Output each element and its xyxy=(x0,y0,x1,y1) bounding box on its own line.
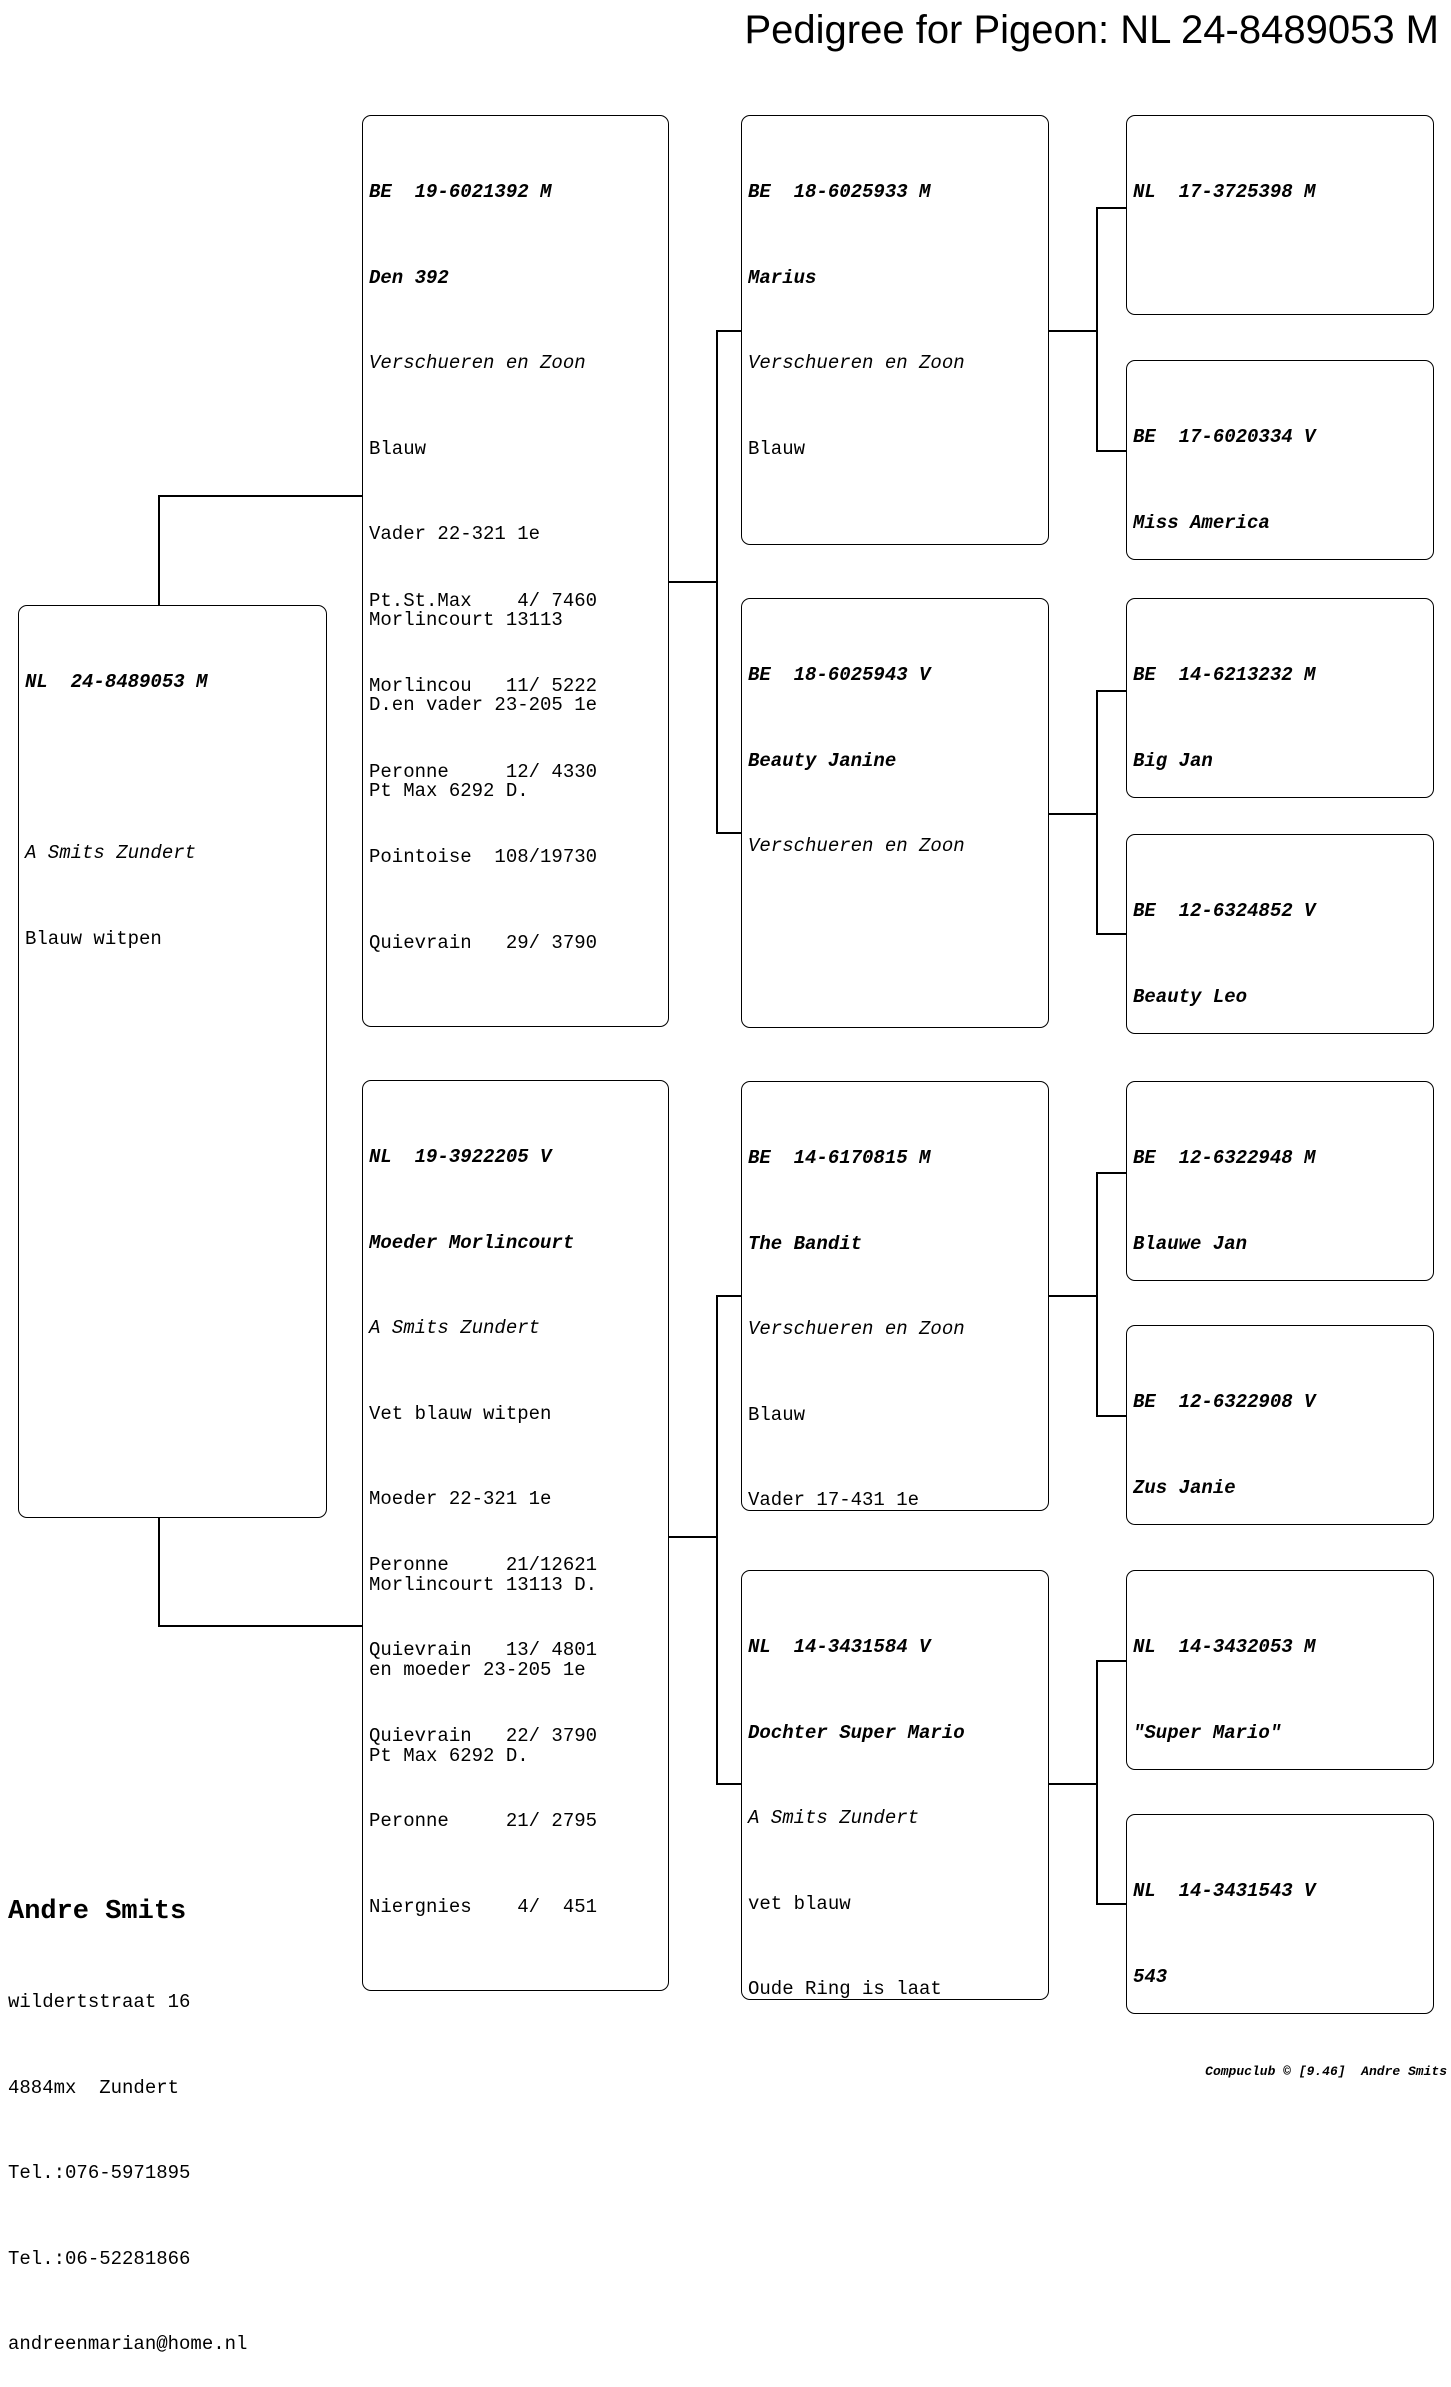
connector-line xyxy=(1096,933,1126,935)
pigeon-card-ds-dam[interactable] xyxy=(1126,1325,1434,1525)
pigeon-name: Dochter Super Mario xyxy=(748,1721,965,1744)
pigeon-name: The Bandit xyxy=(748,1232,863,1255)
result-line: Pt.St.Max 4/ 7460 xyxy=(369,589,598,612)
color xyxy=(748,918,1042,947)
footer-credit: Compuclub © [9.46] Andre Smits xyxy=(1205,2064,1447,2079)
note-line: Pt Max 6292 D. xyxy=(369,1744,529,1767)
ring-number: BE 12-6322948 M xyxy=(1133,1147,1316,1169)
result-line: Quievrain 29/ 3790 xyxy=(369,931,598,954)
pigeon-card-dam-dam[interactable] xyxy=(741,1570,1049,2000)
connector-line xyxy=(669,581,716,583)
pigeon-name: Den 392 xyxy=(369,266,449,289)
page-title: Pedigree for Pigeon: NL 24-8489053 M xyxy=(744,8,1439,52)
pigeon-card-sire[interactable] xyxy=(362,115,669,1027)
connector-line xyxy=(1096,1172,1126,1174)
color: Vet blauw witpen xyxy=(369,1402,552,1425)
connector-line xyxy=(1049,330,1096,332)
connector-line xyxy=(1096,1903,1126,1905)
owner-name: Andre Smits xyxy=(8,1897,187,1927)
pigeon-card-dd-sire[interactable] xyxy=(1126,1570,1434,1770)
connector-line xyxy=(1096,207,1098,452)
pigeon-card-ss-sire[interactable] xyxy=(1126,115,1434,315)
pigeon-name: Moeder Morlincourt xyxy=(369,1231,575,1254)
result-line: Quievrain 13/ 4801 xyxy=(369,1639,598,1661)
breeder: A Smits Zundert xyxy=(25,842,197,864)
breeder: Verschueren en Zoon xyxy=(748,835,965,857)
connector-line xyxy=(669,1536,716,1538)
owner-line: Tel.:076-5971895 xyxy=(8,2162,191,2184)
pigeon-card-ds-sire[interactable] xyxy=(1126,1081,1434,1281)
owner-line: 4884mx Zundert xyxy=(8,2076,180,2099)
connector-line xyxy=(716,330,741,332)
pigeon-name: Big Jan xyxy=(1133,749,1213,772)
ring-number: BE 19-6021392 M xyxy=(369,181,552,203)
owner-line: Tel.:06-52281866 xyxy=(8,2247,191,2270)
color: vet blauw xyxy=(748,1892,851,1915)
note-line: Morlincourt 13113 D. xyxy=(369,1573,598,1596)
note-line: Pt Max 6292 D. xyxy=(369,779,529,802)
connector-line xyxy=(1096,1415,1126,1417)
pigeon-name xyxy=(1133,264,1427,293)
owner-email: andreenmarian@home.nl xyxy=(8,2333,248,2355)
pigeon-card-subject[interactable] xyxy=(18,605,327,1518)
connector-line xyxy=(1096,1172,1098,1417)
connector-line xyxy=(1049,813,1096,815)
owner-line: wildertstraat 16 xyxy=(8,1991,191,2013)
pigeon-name: 543 xyxy=(1133,1965,1168,1988)
pigeon-name: Beauty Janine xyxy=(748,749,897,772)
pigeon-card-sire-sire[interactable] xyxy=(741,115,1049,545)
note-line: Oude Ring is laat xyxy=(748,1978,942,2000)
connector-line xyxy=(1096,207,1126,209)
pigeon-name: Zus Janie xyxy=(1133,1476,1236,1499)
color: Blauw witpen xyxy=(25,927,162,950)
race-results xyxy=(369,530,597,1015)
ring-number: BE 12-6324852 V xyxy=(1133,900,1316,922)
connector-line xyxy=(1049,1295,1096,1297)
ring-number: BE 17-6020334 V xyxy=(1133,426,1316,448)
ring-number: BE 14-6213232 M xyxy=(1133,664,1316,686)
ring-number: BE 18-6025933 M xyxy=(748,181,931,203)
note-line: en moeder 23-205 1e xyxy=(369,1659,586,1681)
pigeon-card-ss-dam[interactable] xyxy=(1126,360,1434,560)
connector-line xyxy=(716,1295,718,1785)
connector-line xyxy=(716,1295,741,1297)
result-line: Niergnies 4/ 451 xyxy=(369,1895,598,1918)
pigeon-card-dd-dam[interactable] xyxy=(1126,1814,1434,2014)
connector-line xyxy=(1049,1783,1096,1785)
connector-line xyxy=(1096,450,1126,452)
pigeon-card-dam-sire[interactable] xyxy=(741,1081,1049,1511)
connector-line xyxy=(158,495,362,497)
breeder: Verschueren en Zoon xyxy=(369,352,586,374)
connector-line xyxy=(716,1783,741,1785)
color: Blauw xyxy=(369,437,427,460)
ring-number: NL 14-3432053 M xyxy=(1133,1636,1316,1658)
ring-number: NL 19-3922205 V xyxy=(369,1146,552,1168)
connector-line xyxy=(1096,1660,1098,1905)
pigeon-name: Marius xyxy=(748,266,817,289)
owner-info xyxy=(8,1836,247,2387)
ring-number: NL 17-3725398 M xyxy=(1133,181,1316,203)
result-line: Peronne 21/ 2795 xyxy=(369,1810,598,1832)
color: Blauw xyxy=(748,1403,806,1426)
color: Blauw xyxy=(748,437,806,460)
result-line: Peronne 21/12621 xyxy=(369,1553,598,1576)
breeder: A Smits Zundert xyxy=(369,1317,541,1339)
breeder: Verschueren en Zoon xyxy=(748,1318,965,1340)
pigeon-name: Blauwe Jan xyxy=(1133,1232,1248,1255)
ring-number: BE 14-6170815 M xyxy=(748,1147,931,1169)
connector-line xyxy=(158,495,160,605)
pigeon-name: "Super Mario" xyxy=(1133,1721,1282,1744)
ring-number: NL 24-8489053 M xyxy=(25,671,208,693)
pigeon-card-sire-dam[interactable] xyxy=(741,598,1049,1028)
connector-line xyxy=(716,330,718,834)
pigeon-name: Beauty Leo xyxy=(1133,985,1248,1008)
note-line: Moeder 22-321 1e xyxy=(369,1488,552,1510)
pigeon-name: Miss America xyxy=(1133,511,1270,534)
pigeon-card-dam[interactable] xyxy=(362,1080,669,1991)
ring-number: BE 12-6322908 V xyxy=(1133,1391,1316,1413)
connector-line xyxy=(1096,1660,1126,1662)
connector-line xyxy=(158,1625,362,1627)
result-line: Pointoise 108/19730 xyxy=(369,846,598,868)
race-results xyxy=(369,1494,597,1979)
note-line: D.en vader 23-205 1e xyxy=(369,694,598,716)
ring-number: NL 14-3431543 V xyxy=(1133,1880,1316,1902)
note-line: Vader 17-431 1e xyxy=(748,1489,920,1511)
pigeon-card-sd-dam[interactable] xyxy=(1126,834,1434,1034)
connector-line xyxy=(158,1517,160,1627)
result-line: Quievrain 22/ 3790 xyxy=(369,1724,598,1747)
note-line: Morlincourt 13113 xyxy=(369,608,563,631)
result-line: Peronne 12/ 4330 xyxy=(369,760,598,783)
breeder: Verschueren en Zoon xyxy=(748,352,965,374)
ring-number: NL 14-3431584 V xyxy=(748,1636,931,1658)
ring-number: BE 18-6025943 V xyxy=(748,664,931,686)
result-line: Morlincou 11/ 5222 xyxy=(369,675,598,697)
connector-line xyxy=(1096,690,1126,692)
connector-line xyxy=(716,832,741,834)
pigeon-name xyxy=(25,754,320,783)
note-line: Vader 22-321 1e xyxy=(369,523,541,545)
breeder: A Smits Zundert xyxy=(748,1807,920,1829)
connector-line xyxy=(1096,690,1098,935)
pigeon-card-sd-sire[interactable] xyxy=(1126,598,1434,798)
